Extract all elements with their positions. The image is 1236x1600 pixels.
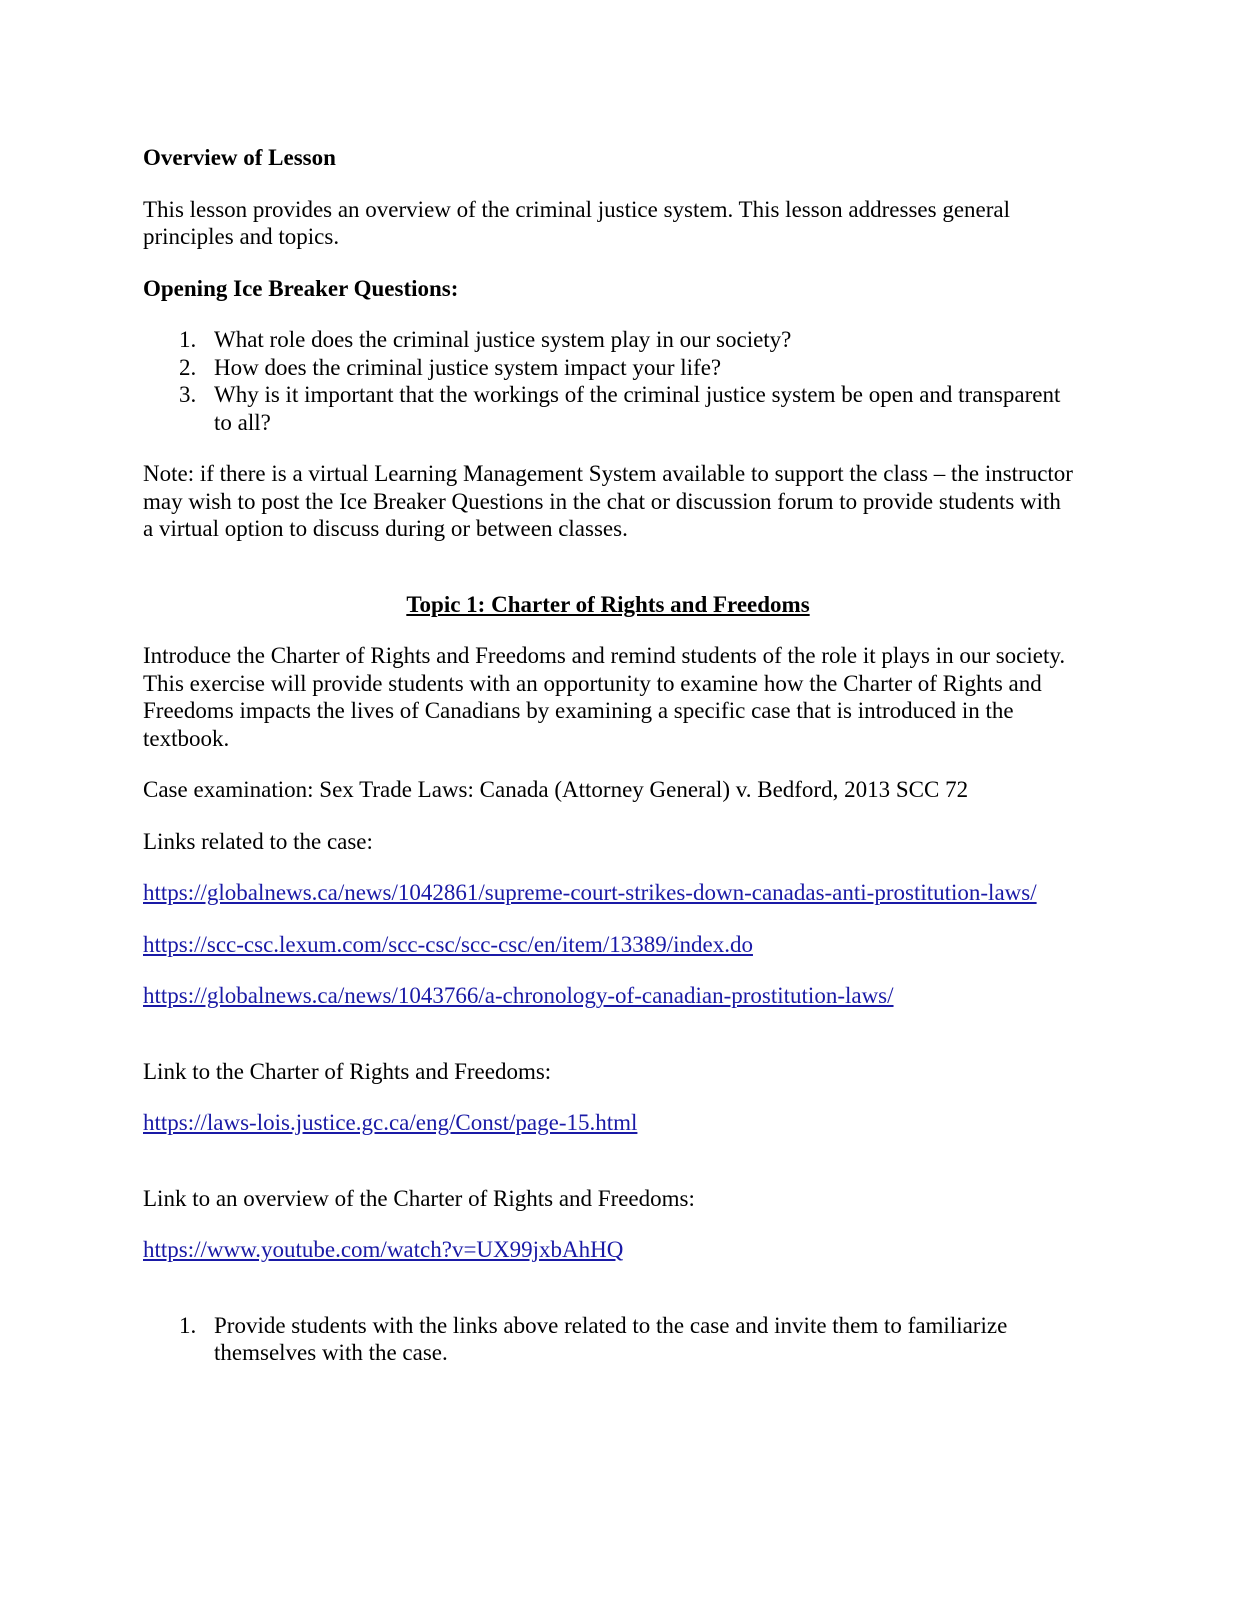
topic-title: Topic 1: Charter of Rights and Freedoms <box>406 591 810 617</box>
case-link-scc-lexum[interactable]: https://scc-csc.lexum.com/scc-csc/scc-csc/en/item/13389/index.do <box>143 931 753 957</box>
list-number: 1. <box>179 1312 197 1338</box>
icebreaker-question-list <box>143 326 1073 436</box>
topic-intro: Introduce the Charter of Rights and Freedoms and remind students of the role it plays in our society. This exercise will provide students with an opportunity to examine how the Charter of Rights and Freedoms impacts the lives of Canadians by examining a specific case that is introduced in the textbook. <box>143 643 1066 751</box>
list-number: 2. <box>179 354 197 380</box>
charter-overview-label: Link to an overview of the Charter of Rights and Freedoms: <box>143 1185 695 1211</box>
overview-heading: Overview of Lesson <box>143 145 336 170</box>
charter-link[interactable]: https://laws-lois.justice.gc.ca/eng/Const/page-15.html <box>143 1110 638 1135</box>
list-number: 3. <box>179 382 197 407</box>
list-item <box>143 1312 1073 1367</box>
question-text: What role does the criminal justice system play in our society? <box>214 327 792 352</box>
list-item <box>143 326 1073 354</box>
case-link-globalnews-strikes-down[interactable]: https://globalnews.ca/news/1042861/supreme-court-strikes-down-canadas-anti-prostitution-laws/ <box>143 880 1037 905</box>
case-link-globalnews-chronology[interactable]: https://globalnews.ca/news/1043766/a-chronology-of-canadian-prostitution-laws/ <box>143 983 894 1008</box>
case-examination: Case examination: Sex Trade Laws: Canada (Attorney General) v. Bedford, 2013 SCC 72 <box>143 777 969 802</box>
list-number: 1. <box>179 327 197 352</box>
list-item <box>143 381 1073 436</box>
step-text: Provide students with the links above related to the case and invite them to familiarize themselves with the case. <box>214 1312 1008 1365</box>
question-text: Why is it important that the workings of the criminal justice system be open and transparent to all? <box>214 382 1061 435</box>
question-text: How does the criminal justice system impact your life? <box>214 354 722 380</box>
charter-link-label: Link to the Charter of Rights and Freedoms: <box>143 1058 552 1084</box>
charter-overview-video-link[interactable]: https://www.youtube.com/watch?v=UX99jxbAhHQ <box>143 1237 624 1262</box>
case-links-label: Links related to the case: <box>143 828 373 854</box>
topic-step-list <box>143 1312 1073 1367</box>
icebreaker-heading: Opening Ice Breaker Questions: <box>143 275 459 301</box>
icebreaker-note: Note: if there is a virtual Learning Management System available to support the class – the instructor may wish to post the Ice Breaker Questions in the chat or discussion forum to provide students with a virtual option to discuss during or between classes. <box>143 461 1073 541</box>
list-item <box>143 354 1073 382</box>
overview-text: This lesson provides an overview of the criminal justice system. This lesson addresses general principles and topics. <box>143 196 1010 249</box>
document-page <box>143 144 1073 1367</box>
